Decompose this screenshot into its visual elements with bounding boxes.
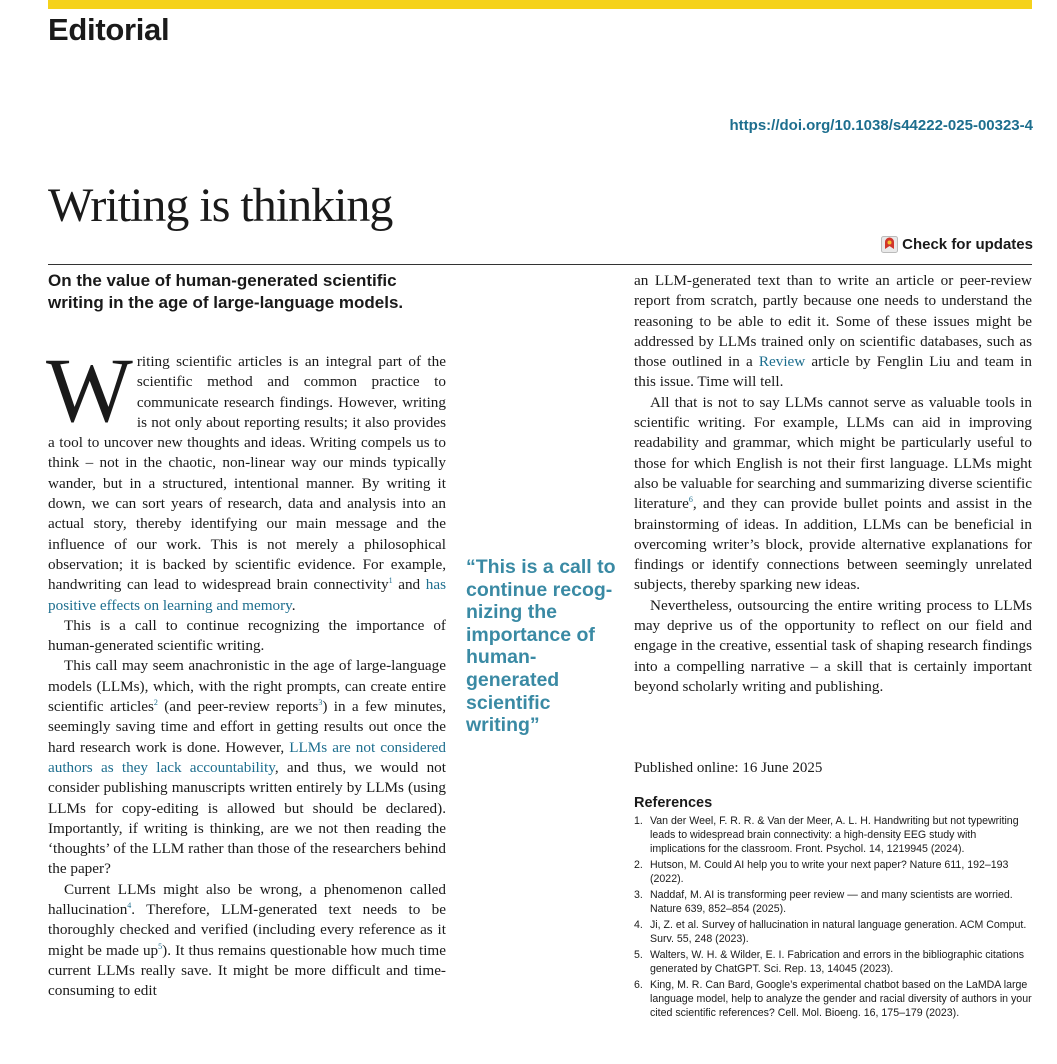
drop-cap: W <box>46 339 133 441</box>
reference-list <box>634 814 1032 1022</box>
reference-number: 6. <box>634 978 643 991</box>
check-for-updates-button[interactable] <box>881 236 1033 253</box>
reference-number: 1. <box>634 815 643 827</box>
reference-item[interactable] <box>634 918 1032 946</box>
pull-quote: “This is a call to continue recognizing the importance of human-generated scientific writing” <box>466 556 616 737</box>
reference-number: 4. <box>634 918 643 931</box>
reference-text: King, M. R. Can Bard, Google’s experimental chatbot based on the LaMDA large language model, help to analyze the gender and racial diversity of authors in your cited scientific references? Cell. Mol. Bioeng. 16, 175–179 (2023). <box>650 978 1032 1020</box>
paragraph-2: This is a call to continue recognizing the importance of human-generated scientific writing. <box>48 616 446 655</box>
reference-item[interactable] <box>634 948 1032 976</box>
header-rule <box>48 264 1032 265</box>
paragraph-4-start: Current LLMs might also be wrong, a phenomenon called hallucination$^4$. Therefore, LLM-generated text needs to be thoroughly checked and verified (including every reference as it might be made $up^5$). It thus remains questionable how much time current LLMs really save. It might be more difficult and time-consuming to edit <box>48 880 446 1000</box>
reference-text: Walters, W. H. & Wilder, E. I. Fabrication and errors in the bibliographic citations generated by ChatGPT. Sci. Rep. 13, 14045 (2023). <box>650 948 1025 976</box>
citation-2[interactable]: 2 <box>153 697 158 707</box>
body-column-1 <box>46 339 447 1002</box>
published-date: Published online: 16 June 2025 <box>634 760 823 776</box>
accent-bar <box>48 0 1032 9</box>
citation-3[interactable]: 3 <box>318 697 323 707</box>
reference-number: 2. <box>634 859 643 872</box>
reference-text: Van der Weel, F. R. R. & Van der Meer, A. L. H. Handwriting but not typewriting leads to widespread brain connectivity: a high-density EEG study with implications for the classroom. Front. Psychol. 14, 1219945 (2024). <box>650 815 1019 856</box>
reference-item[interactable] <box>634 978 1032 1021</box>
review-link[interactable]: Review <box>758 353 806 371</box>
paragraph-5: All that is not to say LLMs cannot serve as valuable tools in scientific writing. For example, LLMs can aid in improving readability and grammar, which might be particularly useful to those for which English is not their first language. LLMs might also be valuable for searching and summarizing diverse scientific literature$^6$, and they can provide bullet points and assist in the brainstorming of ideas. In addition, LLMs can be beneficial in overcoming writer’s block, provide alternative explanations for findings or identify connections between seemingly unrelated subjects, thereby sparking new ideas. <box>634 393 1032 594</box>
paragraph-6: Nevertheless, outsourcing the entire writing process to LLMs may deprive us of the opportunity to reflect on our field and engage in the creative, essential task of shaping research findings into a compelling narrative – a skill that is certainly important beyond scholarly writing and publishing. <box>634 596 1032 695</box>
citation-6[interactable]: 6 <box>688 495 693 505</box>
reference-text: Hutson, M. Could AI help you to write your next paper? Nature 611, 192–193 (2022). <box>650 859 1009 886</box>
citation-4[interactable]: 4 <box>127 900 132 910</box>
check-updates-icon <box>881 236 898 253</box>
reference-text: Ji, Z. et al. Survey of hallucination in natural language generation. ACM Comput. Surv. 55, 248 (2023). <box>650 918 1027 946</box>
reference-number: 3. <box>634 889 643 902</box>
article-title: Writing is thinking <box>48 179 393 233</box>
paragraph-4-continued: an LLM-generated text than to write an article or peer-review report from scratch, partly because one needs to understand the reasoning to be able to edit it. Some of these issues might be addressed by LLMs trained only on scientific databases, such as those outlined in a Review article by Fenglin Liu and team in this issue. Time will tell. <box>634 272 1032 391</box>
reference-number: 5. <box>634 948 643 961</box>
reference-item[interactable] <box>634 888 1032 916</box>
reference-item[interactable] <box>634 814 1032 857</box>
references-heading: References <box>634 795 713 811</box>
body-column-2 <box>634 271 1032 697</box>
authorship-link[interactable]: LLMs are not considered authors as they lack accountability <box>48 738 446 776</box>
learning-memory-link[interactable]: has positive effects on learning and memory <box>48 576 447 614</box>
section-label: Editorial <box>48 12 170 47</box>
doi-link[interactable]: https://doi.org/10.1038/s44222-025-00323-4 <box>729 117 1033 134</box>
paragraph-3: This call may seem anachronistic in the age of large-language models (LLMs), which, with the right prompts, can create entire scientific articles$^2$ (and peer-review reports$^3$) in a few minutes, seemingly saving time and effort in getting results out once the hard research work is done. However, LLMs are not considered authors as they lack accountability, and thus, we would not consider publishing manuscripts written entirely by LLMs (using LLMs for copy-editing is allowed but should be declared). Importantly, if writing is thinking, are we not then reading the ‘thoughts’ of the LLM rather than those of the researchers behind the paper? <box>48 657 446 878</box>
citation-1[interactable]: 1 <box>388 576 393 586</box>
reference-text: Naddaf, M. AI is transforming peer review — and many scientists are worried. Nature 639, 852–854 (2025). <box>650 889 1013 916</box>
standfirst: On the value of human-generated scientific writing in the age of large-language models. <box>48 271 404 312</box>
check-updates-label: Check for updates <box>902 236 1033 253</box>
paragraph-1: Writing scientific articles is an integral part of the scientific method and common practice to communicate research findings. However, writing is not only about reporting results; it also provides a tool to uncover new thoughts and ideas. Writing compels us to think – not in the chaotic, non-linear way our minds typically wander, but in a structured, intentional manner. By writing it down, we can sort years of research, data and analysis into an actual story, thereby identifying our main message and the influence of our work. This is not merely a philosophical observation; it is backed by scientific evidence. For example, handwriting can lead to widespread brain connectivity$^1$ and has positive effects on learning and memory. <box>46 339 447 614</box>
reference-item[interactable] <box>634 858 1032 886</box>
citation-5[interactable]: 5 <box>158 941 163 951</box>
